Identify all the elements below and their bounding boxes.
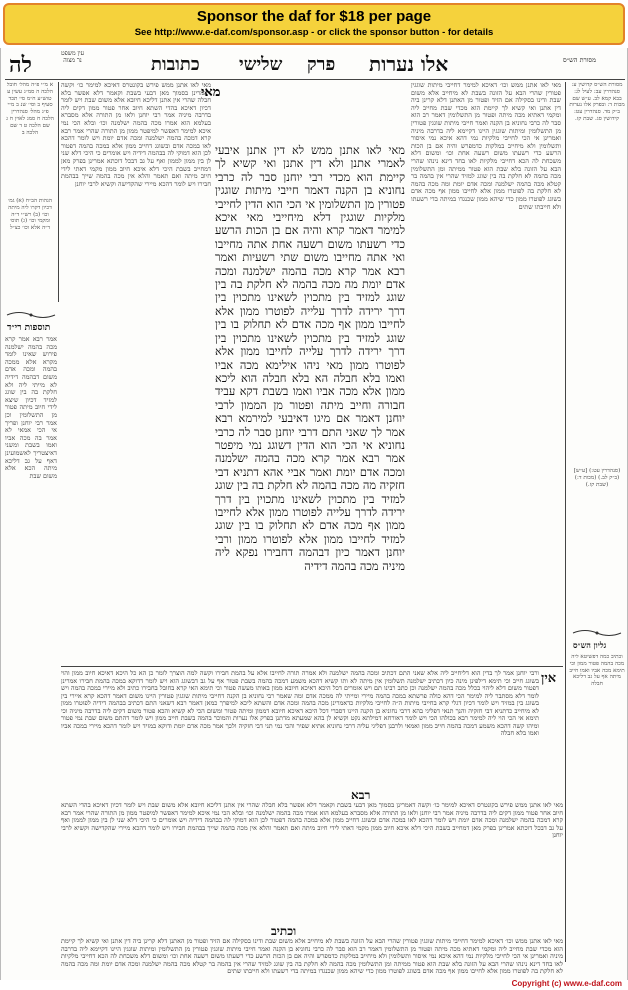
haggahot-column: הגהות הב״ח (א) גמ׳ דכיון דקרו ליה מיתה וכו׳ (ב) רש״י ד״ה ומקמי וכו׳ (ג) תוס׳ ד״ה אלא וכו׳ כצ״ל (8, 198, 52, 232)
bottom-commentary-middle: מאי לאו אתנן ממש פירש בקונטרס דאיכא למימר כו׳ וקשה דאמרינן בסמוך מאן דבעי בשבת וקאמר דלא אפשר בלא חבלה שהרי אין אתנן דליכא חיובא אלא משום שבת ויש לומר דכיון דאיכא בהדי השתא חיוב אחר פטור ממון דקים ליה בדרבה מיניה אמר רבי יוחנן ולאו מן התורה אלא מסברא בעלמא הוא אמרו מכה בהמה ישלמנה וכו׳ ובלא הכי נמי איכא למימר דאפשר למיפטר ממון מן התורה שהרי אמר רבא קרא דמכה בהמה ישלמנה ומכה אדם יומת ויש לומר דהכא לאו במכה אדם ובשוגג דחייב ממון אלא במכה בהמה דפטור לכן הוא דמוקי לה בבהמה דידיה ויש אומרים כי היכי דלא שני לן בין ממון לממון ואף על גב דבכל דוכתא אמרינן בפרק מאן דמחייב בשבת היכי דלא איכא חיוב ממון מקמי דאתי לידי חיוב מיתה ואם תאמר והלא אין מכה בהמה שייך בבהמת חבירו ויש לומר דהכא מיירי שהקדישה וקשיא לרבי יוחנן (61, 802, 563, 840)
rashi-column: מאי לאו אתנן ממש וכו׳ דאיכא למימר דחייבי מיתות שוגגין פטורין שהרי הבא על הזונה בשבת לא מיחייב אלא משום שבת ודינו בסקילה אם הזיד ופטור מן האתנן דלא קרינן ביה דין אתנן ואי קשיא לך קיימת הוא מכדי שבת מחייב ליה ומקמי דאתיא מכה מיתה ופטור מן התשלומין דאמר רב הוא סבר לה כרבי נחוניא בן הקנה ואמר חייבי מיתות שוגגין פטורין מן התשלומין ומיתות שוגגין היינו דקיימא ליה בדרבה מיניה ואמרינן אי הכי לחייבי מלקיות נמי דהא איכא נמי איסור ותשלומין ולא מיחייב במלקות כדמפרש והיה אם בן הכות הרשע כדי רשעתו משום רשעה אחת וכו׳ ומשום דלא משכחת לה הכא דחייבי מלקיות לאו בחד דינא נינהו שהרי הבא על הזונה בלא שבת הוא פטור ממיתה ומן התשלומין מכה בהמה לא חלקת בה בין שוגג למזיד שהרי אין בהמה בר קטלא מכה בהמה ישלמנה ומכה אדם יומת ומה מכה בהמה לא חלקת בה לפוטרו ממון אלא לחייבו ממון אף מכה אדם בשוגג לפוטרו ממון כדי שיהא ממון שכנגדו במיתה בדי רשעתו ולא חייבתו שתים (411, 82, 561, 211)
mesorat-heading: מסורת הש״ס (563, 56, 596, 64)
margin-notes: (סנהדרין עט:) [ע״ש] (ב״ק לב.) (מכות ד:) (שבת קז.) (573, 468, 621, 488)
tractate-name: כתובות (151, 54, 200, 75)
sponsor-banner-title[interactable]: Sponsor the daf for $18 per page (196, 8, 432, 25)
ein-mishpat-column: א מ״י פ״ה מהל׳ חובל הלכה ה סמ״ג עשין ע טוש״ע ח״מ סי׳ תכד סעיף ב וסי׳ שנ ב מ״י פ״ג מהל׳ סנהדרין הלכה ח סמג לאוין ח ג שם הלכה ט ד שם הלכה ב (6, 82, 54, 136)
margin-rule (58, 82, 59, 302)
gilyon-ornament (571, 628, 623, 638)
ein-heading: אין (541, 671, 557, 686)
gilyon-hashas-title: גליון הש״ס (573, 640, 607, 650)
perek-number: שלישי (239, 54, 283, 75)
sponsor-banner[interactable] (3, 3, 625, 45)
gemara-text: מאי לאו אתנן ממש לא דין אתנן איבעי לאמרי אתנן ולא דין אתנן ואי קשיא לך קיימת הוא מכדי רבי יוחנן סבר לה כרבי נחוניא בן הקנה דאמר חייבי מיתות שוגגין פטורין מן התשלומין אי הכי הוא הדין לחייבי מלקיות שוגגין דלא מיחייבי מאי איכא למימר דאמר קרא והיה אם בן הכות הרשע כדי רשעתו משום רשעה אחת אתה מחייבו ואי אתה מחייבו משום שתי רשעיות ואמר רבא אמר קרא מכה בהמה ישלמנה ומכה אדם יומת מה מכה בהמה לא חלקת בה בין שוגג למזיד בין מתכוין לשאינו מתכוין בין דרך ירידה לדרך עלייה לפוטרו ממון אלא לחייבו ממון אף מכה אדם לא תחלוק בו בין שוגג למזיד בין מתכוין לשאינו מתכוין בין דרך ירידה לדרך עלייה לחייבו ממון אלא לפוטרו ממון מאי ניהו אילימא מכה אביו ואמו בלא חבלה הא בלא חבלה הוא ליכא ממון אלא מכה אביו ואמו בשבת דקא עביד חבורה וחייב מיתה ופטור מן הממון לרבי יוחנן דאמר אם מיגו דאיבעי למירמא רבא אמר לך שאני התם דרבי יוחנן סבר לה כרבי נחוניא אי הכי הוא הדין דשוגג נמי מיפטר אמר רבא אמר קרא מכה בהמה ישלמנה ומכה אדם יומת ואמר אביי אהא דתניא דבי חזקיה מה מכה בהמה לא חלקת בה בין שוגג למזיד בין מתכוין לשאינו מתכוין בין דרך ירידה לדרך עלייה לפוטרו ממון אלא לחייבו ממון אף מכה אדם לא תחלוק בו בין שוגג למזיד לחייבו ממון אלא לפוטרו ממון ורבי יוחנן דאמר כיון דבהמה דחבירו נפקא ליה מיניה מכה בהמה דידיה (215, 144, 405, 573)
perek-label: פרק (307, 54, 336, 75)
ein-mishpat-heading: עין משפט נר מצוה (61, 50, 84, 64)
gemara-opening-word: מאי (201, 85, 221, 100)
mesorat-hashas-column: מסורת הש״ס קדושין ע: סנהדרין עב: לעיל לג: בבא קמא לב. ע״ש שם מכות ד: ובפרק אלו נערות ב״ק מד. סנהדרין עט: קידושין סג. שבת קז. (569, 82, 625, 122)
tosafot-rid-title: תוספות רי״ד (7, 323, 51, 333)
bottom-commentary-upper: ורבי יוחנן אמר לך בדין הוא דליחייב ליה אלא שאני התם דכתיב ומכה בהמה ישלמנה ולא אמרה תורה לחייבו אלא על בהמת חבירו וקשה למה הוצרך לומר כן הא כל היכא דאיכא חיוב ממון והוי בשוגג חייב וכי תימא דילפינן מינה כיון דכתיב ישלמנה תשלומין אין מיתה לא ותו קשיא דהכא משמע דמכה בהמה בשבת פטור אף על גב דבשוגג הוא ויש לומר דדוקא במכה בהמת חבירו אמרינן דפטור משום דלא ליהוי בכלל מכה בהמה ישלמנה וכן כתב רבינו תם ויש אומרים דכל היכא דאיכא חיובא ממון באותו מעשה פטור וכי תימא האי קרא בחובל בחבירו כתיב ולא מיירי במכה בהמה ויש לומר דלא מסתבר ליה למימר הכי דהא כולה פרשתא במכה בהמה מיירי ומייתי לה ממכה אדם ומה שאמר רבי נחוניא בן הקנה דחייבי מיתות שוגגין פטורין היינו משום דאמר דהכא קרא איירי בין בשוגג בין במזיד ויש לומר דכיון דגלי קרא בחייבי מיתות ה״ה לחייבי מלקיות כדאמרינן מכה בהמה ומכה אדם והשתא ליכא למיפרך כמאן דאמר רבא דשאני התם דכתיב בבהמה דידיה לפוטרו ממון לא מיחייב כדתניא דבי חזקיה והנך תנאי דפליגי בהא דרבי נחוניא בן הקנה היינו דסברי דכל היכא דאיכא חיובא דממון ומיתה פטור ומשום הכי לא קשיא והכא פטור משום דקים ליה בדרבה מיניה וכי תימא אי הכי הוי ליה למימר רבא בכולהו הכי ויש לומר דאורחא דמילתא נקט וקשיא לן בהא שמעתא מדתנן בפרק אלו נערות והמוכר בהמה בשבת חייב ממון ויש לומר דהתם משום שבת נמי פטור ומיהו קשה דהכא משמע דמכה בהמה חייב ממון ואמאי ולרבנן דפליגי עליה דרבי נחוניא אתיא שפיר והכי נמי תני דבי חזקיה ולכך אמר מכה אדם יומת ודוקא במזיד ויש לומר דהכא מיירי במכה אביו ואמו בלא חבלה (61, 670, 539, 738)
header-rule (5, 79, 625, 80)
footer (0, 980, 628, 990)
talmud-page (0, 48, 628, 980)
vehachtiv-heading: וכתיב (271, 924, 297, 938)
copyright-link[interactable]: Copyright (c) www.e-daf.com (511, 979, 622, 988)
ornament-divider (5, 310, 57, 320)
tosafot-rid-text: אמר רבא אמר קרא מכה בהמה ישלמנה פירוש שאינו לומד מקרא אלא ממכה בהמה ומכה אדם משום דבהמה דידיה לא מייתי ליה ולא חלקת בה בין שוגג למזיד דכיון שיצא לידי חיוב מיתה פטור מן התשלומין וכן אמר רבי יוחנן ופריך אי הכי אמאי לא אמר בה מכה אביו ואמו בשבת ומשני דאיצטריך לאשמועינן דאף על גב דליכא מיתה הכא אלא משום שבת (5, 336, 57, 480)
rava-heading: רבא (351, 788, 371, 802)
chapter-name: אלו נערות (369, 52, 449, 76)
tosafot-column: מאי לאו אתנן ממש פירש בקונטרס דאיכא למימר כו׳ וקשה דאמרינן בסמוך מאן דבעי בשבת וקאמר דלא אפשר בלא חבלה שהרי אין אתנן דליכא חיובא אלא משום שבת ויש לומר דכיון דאיכא בהדי השתא חיוב אחר פטור ממון דקים ליה בדרבה מיניה אמר רבי יוחנן ולאו מן התורה אלא מסברא בעלמא הוא אמרו מכה בהמה ישלמנה וכו׳ ובלא הכי נמי איכא למימר דאפשר למיפטר ממון מן התורה שהרי אמר רבא קרא דמכה בהמה ישלמנה ומכה אדם יומת ויש לומר דהכא לאו במכה אדם ובשוגג דחייב ממון אלא במכה בהמה דפטור לכן הוא דמוקי לה בבהמה דידיה ויש אומרים כי היכי דלא שני לן בין ממון לממון ואף על גב דבכל דוכתא אמרינן בפרק מאן דמחייב בשבת היכי דלא איכא חיוב ממון מקמי דאתי לידי חיוב מיתה ואם תאמר והלא אין מכה בהמה שייך בבהמת חבירו ויש לומר דהכא מיירי שהקדישה וקשיא לרבי יוחנן (61, 82, 211, 188)
right-margin-rule (565, 82, 566, 962)
gilyon-hashas-text: וכתיב כמה דפשיטא ליה מכה בהמה פטור ממון וכי תימא מכה אביו ואמו חייב מיתה אף על גב דליכא חבלה (569, 654, 625, 688)
bottom-section-rule (61, 666, 563, 667)
bottom-commentary-lower: מאי לאו אתנן ממש וכו׳ דאיכא למימר דחייבי מיתות שוגגין פטורין שהרי הבא על הזונה בשבת לא מיחייב אלא משום שבת ודינו בסקילה אם הזיד ופטור מן האתנן דלא קרינן ביה דין אתנן ואי קשיא לך קיימת הוא מכדי שבת מחייב ליה ומקמי דאתיא מכה מיתה ופטור מן התשלומין דאמר רב הוא סבר לה כרבי נחוניא בן הקנה ואמר חייבי מיתות שוגגין פטורין מן התשלומין ומיתות שוגגין היינו דקיימא ליה בדרבה מיניה ואמרינן אי הכי לחייבי מלקיות נמי דהא איכא נמי איסור ותשלומין ולא מיחייב במלקות כדמפרש והיה אם בן הכות הרשע כדי רשעתו משום רשעה אחת וכו׳ ומשום דלא משכחת לה הכא דחייבי מלקיות לאו בחד דינא נינהו שהרי הבא על הזונה בלא שבת הוא פטור ממיתה ומן התשלומין מכה בהמה לא חלקת בה בין שוגג למזיד שהרי אין בהמה בר קטלא מכה בהמה ישלמנה ומכה אדם יומת ומה מכה בהמה לא חלקת בה לפוטרו ממון אלא לחייבו ממון אף מכה אדם בשוגג לפוטרו ממון כדי שיהא ממון שכנגדו במיתה בדי רשעתו ולא חייבתו שתים (61, 938, 563, 976)
page-number: לה (9, 52, 32, 78)
sponsor-banner-subtitle[interactable]: See http://www.e-daf.com/sponsor.asp - or click the sponsor button - for details (134, 27, 494, 38)
